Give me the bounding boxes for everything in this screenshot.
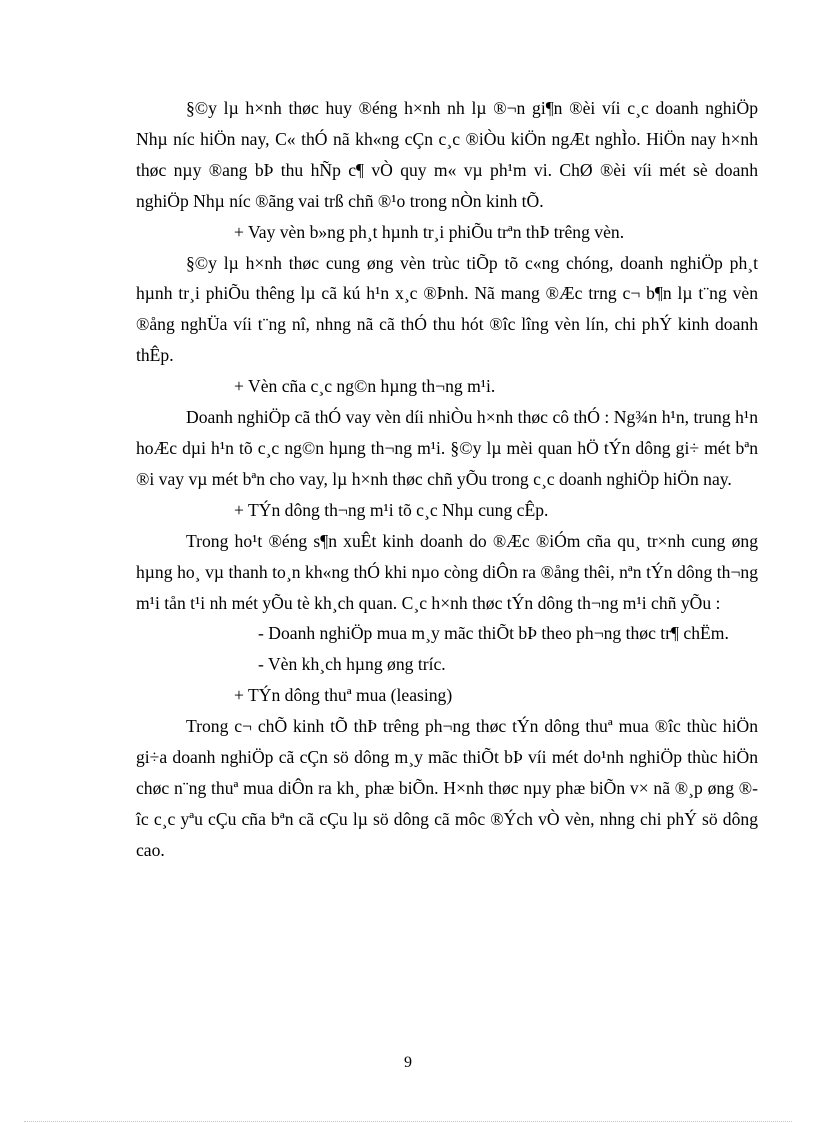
- list-item: - Doanh nghiÖp mua m¸y mãc thiÕt bÞ theo ph¬ng thøc tr¶ chËm.: [258, 623, 729, 644]
- paragraph: §©y lµ h×nh thøc huy ®éng h×nh nh lµ ®¬n gi¶n ®èi víi c¸c doanh nghiÖp Nhµ níc hiÖn nay, C« thÓ nã kh«ng cÇn c¸c ®iÒu kiÖn ngÆt nghÌo. HiÖn nay h×nh thøc nµy ®ang bÞ thu hÑp c¶ vÒ quy m« vµ ph¹m vi. ChØ ®èi víi mét sè doanh nghiÖp Nhµ níc ®ãng vai trß chñ ®¹o trong nÒn kinh tÕ.: [136, 98, 758, 211]
- section-heading: + Vèn cña c¸c ng©n hµng th¬ng m¹i.: [234, 376, 496, 397]
- body-text: [136, 93, 758, 866]
- paragraph: Trong ho¹t ®éng s¶n xuÊt kinh doanh do ®Æc ®iÓm cña qu¸ tr×nh cung øng hµng ho¸ vµ thanh to¸n kh«ng thÓ khi nµo còng diÔn ra ®ång thêi, nªn tÝn dông th¬ng m¹i tån t¹i nh mét yÕu tè kh¸ch quan. C¸c h×nh thøc tÝn dông th¬ng m¹i chñ yÕu :: [136, 530, 758, 613]
- section-heading: + Vay vèn b»ng ph¸t hµnh tr¸i phiÕu trªn thÞ trêng vèn.: [234, 221, 625, 242]
- page-number: 9: [404, 1054, 412, 1071]
- paragraph: §©y lµ h×nh thøc cung øng vèn trùc tiÕp tõ c«ng chóng, doanh nghiÖp ph¸t hµnh tr¸i phiÕu thêng lµ cã kú h¹n x¸c ®Þnh. Nã mang ®Æc trng c¬ b¶n lµ t¨ng vèn ®ång nghÜa víi t¨ng nî, nhng nã cã thÓ thu hót ®îc lîng vèn lín, chi phÝ kinh doanh thÊp.: [136, 252, 758, 366]
- list-item: - Vèn kh¸ch hµng øng tríc.: [258, 654, 446, 675]
- section-heading: + TÝn dông th¬ng m¹i tõ c¸c Nhµ cung cÊp.: [234, 499, 549, 520]
- section-heading: + TÝn dông thuª mua (leasing): [234, 685, 453, 706]
- paragraph: Trong c¬ chÕ kinh tÕ thÞ trêng ph¬ng thøc tÝn dông thuª mua ®îc thùc hiÖn gi÷a doanh nghiÖp cã cÇn sö dông m¸y mãc thiÕt bÞ víi mét do¹nh nghiÖp thùc hiÖn chøc n¨ng thuª mua diÔn ra kh¸ phæ biÕn. H×nh thøc nµy phæ biÕn v× nã ®¸p øng ®îc c¸c yªu cÇu cña bªn cã cÇu lµ sö dông cã môc ®Ých vÒ vèn, nhng chi phÝ sö dông cao.: [136, 716, 758, 860]
- page-bottom-rule: [24, 1121, 792, 1122]
- paragraph: Doanh nghiÖp cã thÓ vay vèn díi nhiÒu h×nh thøc cô thÓ : Ng¾n h¹n, trung h¹n hoÆc dµi h¹n tõ c¸c ng©n hµng th¬ng m¹i. §©y lµ mèi quan hÖ tÝn dông gi÷ mét bªn ®i vay vµ mét bªn cho vay, lµ h×nh thøc chñ yÕu trong c¸c doanh nghiÖp hiÖn nay.: [136, 407, 758, 489]
